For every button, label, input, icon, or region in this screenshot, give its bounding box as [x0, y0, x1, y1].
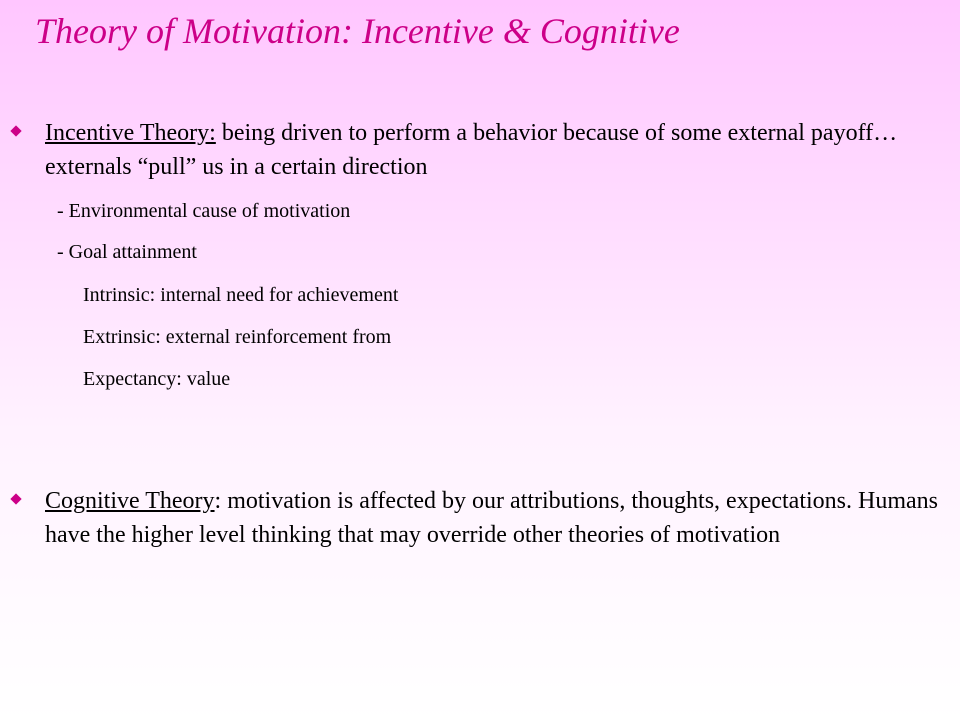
cognitive-term: Cognitive Theory — [45, 488, 215, 514]
sub-item-environmental: - Environmental cause of motivation — [57, 200, 351, 222]
bullet-incentive-theory — [45, 116, 945, 184]
sub-item-goal-attainment: - Goal attainment — [57, 241, 197, 263]
diamond-bullet-icon — [10, 125, 21, 136]
slide-title: Theory of Motivation: Incentive & Cognitive — [35, 11, 680, 51]
nested-item-extrinsic: Extrinsic: external reinforcement from — [83, 326, 392, 348]
nested-item-expectancy: Expectancy: value — [83, 368, 231, 390]
incentive-paragraph — [45, 116, 945, 184]
diamond-bullet-icon — [10, 493, 21, 504]
incentive-term: Incentive Theory: — [45, 120, 216, 146]
cognitive-definition: : motivation is affected by our attributions, thoughts, expectations. Humans have the higher level thinking that may override other theories of motivation — [45, 488, 938, 548]
incentive-definition: being driven to perform a behavior because of some external payoff…externals “pull” us in a certain direction — [45, 120, 898, 180]
nested-item-intrinsic: Intrinsic: internal need for achievement — [83, 284, 399, 306]
cognitive-paragraph — [45, 484, 945, 552]
bullet-cognitive-theory — [45, 484, 945, 552]
